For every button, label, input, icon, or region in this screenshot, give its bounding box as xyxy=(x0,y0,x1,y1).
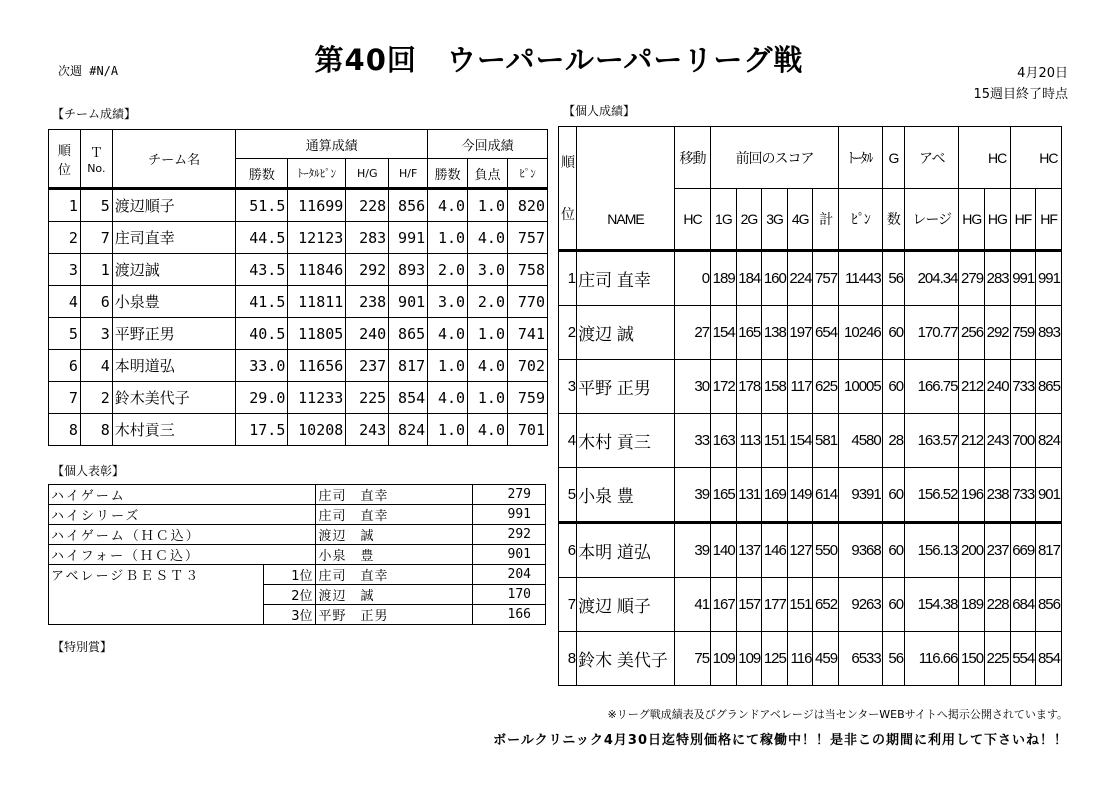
team-row xyxy=(49,350,548,382)
indiv-cell-hchg: 225 xyxy=(985,632,1011,686)
indiv-cell-total: 4580 xyxy=(839,414,883,468)
indiv-cell-sum: 614 xyxy=(813,468,839,523)
indiv-cell-hchf: 865 xyxy=(1036,360,1062,414)
team-cell-cp: 820 xyxy=(507,189,547,222)
indiv-cell-name: 渡辺 順子 xyxy=(577,578,675,632)
indiv-cell-g3: 177 xyxy=(762,578,788,632)
team-cell-rank: 5 xyxy=(49,318,81,350)
indiv-cell-g2: 109 xyxy=(736,632,762,686)
team-cell-hf: 824 xyxy=(389,414,428,446)
week-status: 15週目終了時点 xyxy=(973,87,1068,102)
indiv-cell-hf: 991 xyxy=(1010,251,1036,306)
indiv-cell-hchf: 991 xyxy=(1036,251,1062,306)
individual-row xyxy=(559,414,1062,468)
team-cell-cl: 4.0 xyxy=(468,414,508,446)
indiv-cell-g2: 137 xyxy=(736,523,762,578)
team-cell-hg: 225 xyxy=(346,382,389,414)
indiv-cell-rank: 5 xyxy=(559,468,577,523)
award-high-game-hc-name: 渡辺 誠 xyxy=(315,525,473,545)
team-cell-pins: 11811 xyxy=(288,286,346,318)
indiv-cell-g4: 127 xyxy=(787,523,813,578)
team-cell-name: 渡辺誠 xyxy=(112,254,236,286)
indiv-cell-hc: 39 xyxy=(674,523,710,578)
team-cell-rank: 7 xyxy=(49,382,81,414)
indiv-cell-games: 28 xyxy=(882,414,904,468)
indiv-cell-hc: 39 xyxy=(674,468,710,523)
indiv-cell-ave: 154.38 xyxy=(905,578,959,632)
team-cell-cw: 3.0 xyxy=(428,286,468,318)
award-average-best3-label: アベレージＢＥＳＴ３ xyxy=(49,565,264,585)
indiv-cell-hf: 700 xyxy=(1010,414,1036,468)
indiv-cell-g1: 109 xyxy=(711,632,737,686)
indiv-cell-g4: 197 xyxy=(787,306,813,360)
team-cell-pins: 11805 xyxy=(288,318,346,350)
team-cell-cl: 1.0 xyxy=(468,189,508,222)
team-row xyxy=(49,254,548,286)
indiv-cell-ave: 156.52 xyxy=(905,468,959,523)
team-cell-pins: 11656 xyxy=(288,350,346,382)
individual-row xyxy=(559,251,1062,306)
indiv-cell-rank: 3 xyxy=(559,360,577,414)
indiv-cell-g4: 149 xyxy=(787,468,813,523)
award-high-four-hc-label: ハイフォー（ＨＣ込） xyxy=(49,545,316,565)
award-average-3rd-value: 166 xyxy=(473,605,546,625)
indiv-header-hg-blank xyxy=(959,127,985,189)
indiv-cell-g3: 169 xyxy=(762,468,788,523)
indiv-cell-ave: 170.77 xyxy=(905,306,959,360)
indiv-cell-hchg: 283 xyxy=(985,251,1011,306)
team-cell-pins: 10208 xyxy=(288,414,346,446)
team-cell-cl: 1.0 xyxy=(468,382,508,414)
team-cell-pins: 11699 xyxy=(288,189,346,222)
team-cell-rank: 8 xyxy=(49,414,81,446)
indiv-cell-hf: 733 xyxy=(1010,360,1036,414)
team-cell-name: 木村貢三 xyxy=(112,414,236,446)
indiv-cell-total: 9391 xyxy=(839,468,883,523)
indiv-cell-g2: 157 xyxy=(736,578,762,632)
indiv-header-total-1: ﾄｰﾀﾙ xyxy=(839,127,883,189)
team-cell-name: 鈴木美代子 xyxy=(112,382,236,414)
indiv-cell-hc: 75 xyxy=(674,632,710,686)
indiv-cell-hg: 196 xyxy=(959,468,985,523)
team-cell-tno: 5 xyxy=(80,189,112,222)
indiv-cell-name: 渡辺 誠 xyxy=(577,306,675,360)
indiv-cell-total: 9263 xyxy=(839,578,883,632)
team-cell-wins: 17.5 xyxy=(236,414,288,446)
team-cell-hg: 292 xyxy=(346,254,389,286)
indiv-header-ave-1: アベ xyxy=(905,127,959,189)
indiv-cell-g1: 165 xyxy=(711,468,737,523)
indiv-cell-g1: 167 xyxy=(711,578,737,632)
indiv-cell-name: 鈴木 美代子 xyxy=(577,632,675,686)
award-high-four-hc-name: 小泉 豊 xyxy=(315,545,473,565)
indiv-cell-games: 56 xyxy=(882,632,904,686)
team-header-rank: 順 位 xyxy=(49,130,81,189)
team-cell-hf: 817 xyxy=(389,350,428,382)
indiv-cell-rank: 1 xyxy=(559,251,577,306)
award-average-1st-value: 204 xyxy=(473,565,546,585)
indiv-cell-name: 平野 正男 xyxy=(577,360,675,414)
indiv-cell-hchg: 237 xyxy=(985,523,1011,578)
indiv-header-g-2: 数 xyxy=(882,189,904,251)
indiv-cell-g3: 138 xyxy=(762,306,788,360)
indiv-cell-hchg: 292 xyxy=(985,306,1011,360)
indiv-cell-g4: 116 xyxy=(787,632,813,686)
team-row xyxy=(49,318,548,350)
indiv-cell-hchg: 228 xyxy=(985,578,1011,632)
team-cell-cw: 1.0 xyxy=(428,222,468,254)
indiv-cell-g1: 163 xyxy=(711,414,737,468)
team-row xyxy=(49,189,548,222)
team-cell-cw: 1.0 xyxy=(428,350,468,382)
team-cell-hg: 240 xyxy=(346,318,389,350)
indiv-cell-hc: 33 xyxy=(674,414,710,468)
indiv-header-hc-hg-top: HC xyxy=(985,127,1011,189)
award-high-series-label: ハイシリーズ xyxy=(49,505,316,525)
team-cell-hg: 237 xyxy=(346,350,389,382)
indiv-cell-g3: 158 xyxy=(762,360,788,414)
team-cell-hf: 991 xyxy=(389,222,428,254)
indiv-cell-g4: 151 xyxy=(787,578,813,632)
page-title: 第40回 ウーパールーパーリーグ戦 xyxy=(314,43,804,77)
team-cell-rank: 4 xyxy=(49,286,81,318)
indiv-cell-hchg: 243 xyxy=(985,414,1011,468)
team-standings-table xyxy=(48,129,548,446)
individual-standings-table xyxy=(558,126,1062,686)
team-cell-hg: 238 xyxy=(346,286,389,318)
team-cell-rank: 6 xyxy=(49,350,81,382)
indiv-cell-hchg: 240 xyxy=(985,360,1011,414)
team-cell-cp: 770 xyxy=(507,286,547,318)
indiv-cell-ave: 116.66 xyxy=(905,632,959,686)
team-cell-wins: 40.5 xyxy=(236,318,288,350)
award-average-1st-place: 1位 xyxy=(263,565,315,585)
indiv-cell-sum: 625 xyxy=(813,360,839,414)
award-high-series-name: 庄司 直幸 xyxy=(315,505,473,525)
indiv-cell-hf: 669 xyxy=(1010,523,1036,578)
team-header-hg: H/G xyxy=(346,159,389,189)
team-cell-tno: 6 xyxy=(80,286,112,318)
indiv-cell-hf: 554 xyxy=(1010,632,1036,686)
team-cell-wins: 44.5 xyxy=(236,222,288,254)
indiv-cell-hg: 256 xyxy=(959,306,985,360)
indiv-cell-hf: 759 xyxy=(1010,306,1036,360)
team-cell-wins: 43.5 xyxy=(236,254,288,286)
awards-section-label: 【個人表彰】 xyxy=(52,464,125,478)
indiv-cell-total: 10005 xyxy=(839,360,883,414)
indiv-cell-hg: 279 xyxy=(959,251,985,306)
team-cell-cp: 757 xyxy=(507,222,547,254)
individual-row xyxy=(559,468,1062,523)
team-cell-name: 渡辺順子 xyxy=(112,189,236,222)
indiv-cell-total: 11443 xyxy=(839,251,883,306)
indiv-header-3g: 3G xyxy=(762,189,788,251)
team-cell-cp: 741 xyxy=(507,318,547,350)
indiv-cell-rank: 6 xyxy=(559,523,577,578)
indiv-cell-sum: 757 xyxy=(813,251,839,306)
indiv-header-hc-hf: HF xyxy=(1036,189,1062,251)
team-cell-tno: 1 xyxy=(80,254,112,286)
team-cell-cw: 4.0 xyxy=(428,382,468,414)
team-cell-rank: 1 xyxy=(49,189,81,222)
indiv-cell-games: 60 xyxy=(882,360,904,414)
team-section-label: 【チーム成績】 xyxy=(52,107,137,121)
indiv-cell-g2: 184 xyxy=(736,251,762,306)
awards-table xyxy=(48,484,546,625)
indiv-cell-name: 木村 貢三 xyxy=(577,414,675,468)
indiv-cell-ave: 166.75 xyxy=(905,360,959,414)
team-cell-cl: 4.0 xyxy=(468,350,508,382)
indiv-cell-sum: 654 xyxy=(813,306,839,360)
team-cell-tno: 8 xyxy=(80,414,112,446)
team-cell-pins: 11233 xyxy=(288,382,346,414)
team-header-current: 今回成績 xyxy=(428,130,548,159)
team-cell-cw: 4.0 xyxy=(428,189,468,222)
team-cell-pins: 11846 xyxy=(288,254,346,286)
award-average-2nd-place: 2位 xyxy=(263,585,315,605)
indiv-cell-rank: 8 xyxy=(559,632,577,686)
indiv-cell-games: 60 xyxy=(882,306,904,360)
indiv-cell-rank: 7 xyxy=(559,578,577,632)
footer-note: ※リーグ戦成績表及びグランドアベレージは当センターWEBサイトへ掲示公開されています。 xyxy=(607,708,1068,721)
indiv-cell-ave: 156.13 xyxy=(905,523,959,578)
team-cell-hf: 865 xyxy=(389,318,428,350)
indiv-header-4g: 4G xyxy=(787,189,813,251)
indiv-cell-hf: 733 xyxy=(1010,468,1036,523)
indiv-cell-games: 60 xyxy=(882,523,904,578)
indiv-cell-hg: 189 xyxy=(959,578,985,632)
team-cell-name: 本明道弘 xyxy=(112,350,236,382)
team-cell-cw: 4.0 xyxy=(428,318,468,350)
indiv-header-hc-hg: HG xyxy=(985,189,1011,251)
individual-row xyxy=(559,578,1062,632)
team-cell-name: 平野正男 xyxy=(112,318,236,350)
team-cell-tno: 2 xyxy=(80,382,112,414)
team-header-hf: H/F xyxy=(389,159,428,189)
indiv-cell-g4: 224 xyxy=(787,251,813,306)
indiv-cell-hg: 212 xyxy=(959,414,985,468)
team-cell-name: 小泉豊 xyxy=(112,286,236,318)
indiv-cell-hg: 200 xyxy=(959,523,985,578)
indiv-cell-hchf: 856 xyxy=(1036,578,1062,632)
team-header-wins: 勝数 xyxy=(236,159,288,189)
team-row xyxy=(49,382,548,414)
indiv-cell-hchf: 817 xyxy=(1036,523,1062,578)
indiv-header-prev-score: 前回のスコア xyxy=(711,127,839,189)
award-high-game-hc-value: 292 xyxy=(473,525,546,545)
indiv-cell-hg: 150 xyxy=(959,632,985,686)
indiv-header-rank: 順 位 xyxy=(559,127,577,251)
indiv-cell-total: 9368 xyxy=(839,523,883,578)
indiv-cell-hchf: 824 xyxy=(1036,414,1062,468)
indiv-cell-g2: 131 xyxy=(736,468,762,523)
indiv-header-hc: HC xyxy=(674,189,710,251)
indiv-header-move: 移動 xyxy=(674,127,710,189)
indiv-cell-sum: 652 xyxy=(813,578,839,632)
individual-row xyxy=(559,360,1062,414)
team-header-total-pins: ﾄｰﾀﾙﾋﾟﾝ xyxy=(288,159,346,189)
team-cell-cl: 2.0 xyxy=(468,286,508,318)
team-header-tno: Ｔ No. xyxy=(80,130,112,189)
indiv-header-hf-blank xyxy=(1010,127,1036,189)
award-average-3rd-name: 平野 正男 xyxy=(315,605,473,625)
indiv-cell-rank: 2 xyxy=(559,306,577,360)
team-cell-cp: 759 xyxy=(507,382,547,414)
indiv-cell-hg: 212 xyxy=(959,360,985,414)
indiv-header-hc-hf-top: HC xyxy=(1036,127,1062,189)
team-cell-wins: 41.5 xyxy=(236,286,288,318)
indiv-cell-g3: 151 xyxy=(762,414,788,468)
award-average-3rd-place: 3位 xyxy=(263,605,315,625)
team-row xyxy=(49,222,548,254)
indiv-cell-hf: 684 xyxy=(1010,578,1036,632)
team-cell-cl: 4.0 xyxy=(468,222,508,254)
award-average-spacer xyxy=(49,605,264,625)
indiv-cell-g3: 125 xyxy=(762,632,788,686)
individual-row xyxy=(559,632,1062,686)
indiv-cell-g4: 154 xyxy=(787,414,813,468)
team-header-cur-losses: 負点 xyxy=(468,159,508,189)
indiv-cell-total: 6533 xyxy=(839,632,883,686)
indiv-cell-g2: 165 xyxy=(736,306,762,360)
team-cell-pins: 12123 xyxy=(288,222,346,254)
team-cell-hg: 228 xyxy=(346,189,389,222)
indiv-cell-games: 60 xyxy=(882,578,904,632)
indiv-cell-sum: 459 xyxy=(813,632,839,686)
indiv-header-hf: HF xyxy=(1010,189,1036,251)
team-cell-cp: 701 xyxy=(507,414,547,446)
team-row xyxy=(49,414,548,446)
team-cell-hg: 243 xyxy=(346,414,389,446)
award-high-game-label: ハイゲーム xyxy=(49,485,316,505)
team-header-cumulative: 通算成績 xyxy=(236,130,428,159)
team-cell-wins: 51.5 xyxy=(236,189,288,222)
award-high-game-hc-label: ハイゲーム（ＨＣ込） xyxy=(49,525,316,545)
indiv-cell-name: 庄司 直幸 xyxy=(577,251,675,306)
team-cell-name: 庄司直幸 xyxy=(112,222,236,254)
team-cell-wins: 29.0 xyxy=(236,382,288,414)
indiv-header-blank xyxy=(577,127,675,189)
indiv-cell-rank: 4 xyxy=(559,414,577,468)
indiv-header-1g: 1G xyxy=(711,189,737,251)
team-cell-hf: 893 xyxy=(389,254,428,286)
indiv-cell-sum: 581 xyxy=(813,414,839,468)
indiv-cell-ave: 204.34 xyxy=(905,251,959,306)
award-average-2nd-value: 170 xyxy=(473,585,546,605)
indiv-header-g-1: G xyxy=(882,127,904,189)
team-cell-cp: 702 xyxy=(507,350,547,382)
indiv-cell-g3: 146 xyxy=(762,523,788,578)
team-row xyxy=(49,286,548,318)
indiv-cell-games: 60 xyxy=(882,468,904,523)
award-average-1st-name: 庄司 直幸 xyxy=(315,565,473,585)
team-cell-hf: 854 xyxy=(389,382,428,414)
indiv-cell-g1: 172 xyxy=(711,360,737,414)
team-cell-cw: 1.0 xyxy=(428,414,468,446)
indiv-cell-g1: 140 xyxy=(711,523,737,578)
indiv-cell-hc: 27 xyxy=(674,306,710,360)
promo-banner: ボールクリニック4月30日迄特別価格にて稼働中！！是非この期間に利用して下さいね！！ xyxy=(493,733,1068,748)
team-cell-hf: 856 xyxy=(389,189,428,222)
team-cell-hg: 283 xyxy=(346,222,389,254)
indiv-header-sum: 計 xyxy=(813,189,839,251)
individual-section-label: 【個人成績】 xyxy=(563,104,636,118)
indiv-cell-g1: 154 xyxy=(711,306,737,360)
team-cell-cw: 2.0 xyxy=(428,254,468,286)
indiv-cell-sum: 550 xyxy=(813,523,839,578)
indiv-cell-hchg: 238 xyxy=(985,468,1011,523)
indiv-cell-hc: 0 xyxy=(674,251,710,306)
team-header-cur-pins: ﾋﾟﾝ xyxy=(507,159,547,189)
next-week-label: 次週 #N/A xyxy=(58,64,119,78)
team-cell-hf: 901 xyxy=(389,286,428,318)
special-prize-label: 【特別賞】 xyxy=(52,640,113,654)
team-cell-rank: 2 xyxy=(49,222,81,254)
report-date: 4月20日 xyxy=(1017,66,1068,81)
indiv-cell-g2: 113 xyxy=(736,414,762,468)
award-average-spacer xyxy=(49,585,264,605)
indiv-cell-hc: 30 xyxy=(674,360,710,414)
team-cell-cl: 3.0 xyxy=(468,254,508,286)
indiv-cell-hchf: 854 xyxy=(1036,632,1062,686)
indiv-cell-total: 10246 xyxy=(839,306,883,360)
indiv-header-hg: HG xyxy=(959,189,985,251)
indiv-cell-name: 小泉 豊 xyxy=(577,468,675,523)
award-average-2nd-name: 渡辺 誠 xyxy=(315,585,473,605)
individual-row xyxy=(559,523,1062,578)
indiv-header-total-2: ﾋﾟﾝ xyxy=(839,189,883,251)
team-cell-wins: 33.0 xyxy=(236,350,288,382)
award-high-game-value: 279 xyxy=(473,485,546,505)
team-cell-rank: 3 xyxy=(49,254,81,286)
indiv-cell-hchf: 893 xyxy=(1036,306,1062,360)
award-high-game-name: 庄司 直幸 xyxy=(315,485,473,505)
indiv-header-name: NAME xyxy=(577,189,675,251)
team-header-cur-wins: 勝数 xyxy=(428,159,468,189)
team-cell-tno: 7 xyxy=(80,222,112,254)
indiv-cell-g3: 160 xyxy=(762,251,788,306)
team-cell-tno: 4 xyxy=(80,350,112,382)
indiv-cell-g4: 117 xyxy=(787,360,813,414)
award-high-series-value: 991 xyxy=(473,505,546,525)
team-cell-cl: 1.0 xyxy=(468,318,508,350)
indiv-cell-g1: 189 xyxy=(711,251,737,306)
team-cell-tno: 3 xyxy=(80,318,112,350)
award-high-four-hc-value: 901 xyxy=(473,545,546,565)
individual-row xyxy=(559,306,1062,360)
indiv-cell-hc: 41 xyxy=(674,578,710,632)
indiv-cell-hchf: 901 xyxy=(1036,468,1062,523)
team-cell-cp: 758 xyxy=(507,254,547,286)
indiv-cell-games: 56 xyxy=(882,251,904,306)
indiv-cell-ave: 163.57 xyxy=(905,414,959,468)
indiv-header-ave-2: レージ xyxy=(905,189,959,251)
indiv-cell-g2: 178 xyxy=(736,360,762,414)
indiv-header-2g: 2G xyxy=(736,189,762,251)
team-header-name: チーム名 xyxy=(112,130,236,189)
indiv-cell-name: 本明 道弘 xyxy=(577,523,675,578)
